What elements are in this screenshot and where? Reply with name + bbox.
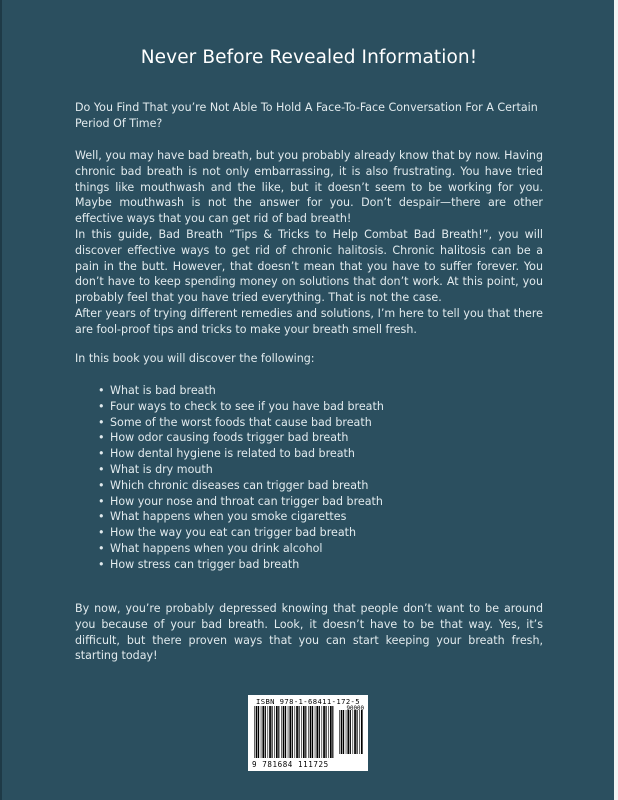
ean-number: 9 781684 111725 [252, 760, 329, 769]
list-item: • Four ways to check to see if you have bad breath [98, 399, 384, 413]
barcode-bars-icon [254, 706, 336, 758]
bullet-icon: • [98, 478, 105, 492]
intro-question: Do You Find That you’re Not Able To Hold A Face-To-Face Conversation For A Certain Period Of Time? [75, 101, 538, 130]
addon-barcode-bars-icon [339, 710, 363, 754]
price-addon-code: 90000 [346, 706, 364, 712]
discover-heading: In this book you will discover the following: [75, 352, 315, 365]
list-item: • What is bad breath [98, 384, 216, 397]
list-item: • How stress can trigger bad breath [98, 557, 300, 571]
cover-right-edge [614, 0, 618, 800]
bullet-icon: • [98, 447, 105, 461]
list-item: • Which chronic diseases can trigger bad breath [98, 478, 369, 492]
intro-paragraph: After years of trying different remedies and solutions, I’m here to tell you that there are fool-proof tips and tricks to make your breath smell fresh. [75, 306, 543, 336]
list-item: • How odor causing foods trigger bad breath [98, 431, 349, 445]
list-item: • What is dry mouth [98, 462, 213, 476]
bullet-icon: • [98, 494, 105, 508]
isbn-number: ISBN 978-1-68411-172-5 [256, 697, 360, 706]
bullet-icon: • [98, 431, 105, 445]
bullet-icon: • [98, 557, 105, 571]
bullet-icon: • [98, 384, 105, 397]
bullet-icon: • [98, 415, 105, 429]
bullet-icon: • [98, 462, 105, 476]
intro-paragraph: In this guide, Bad Breath “Tips & Tricks to Help Combat Bad Breath!”, you will discover effective ways to get rid of chronic halitosis. Chronic halitosis can be a pain in the butt. However, that doesn’t mean that you have to suffer forever. You don’t have to keep spending money on solutions that don’t work. At this point, you probably feel that you have tried everything. That is not the case. [75, 227, 543, 305]
list-item: • What happens when you drink alcohol [98, 541, 323, 555]
isbn-barcode [248, 695, 368, 771]
bullet-icon: • [98, 510, 105, 524]
bullet-icon: • [98, 526, 105, 540]
cover-headline: Never Before Revealed Information! [140, 47, 478, 68]
list-item: • How dental hygiene is related to bad breath [98, 447, 355, 461]
list-item: • Some of the worst foods that cause bad breath [98, 415, 372, 429]
intro-body [75, 148, 543, 338]
topics-list [75, 383, 543, 573]
list-item: • What happens when you smoke cigarettes [98, 510, 347, 524]
bullet-icon: • [98, 399, 105, 413]
closing-paragraph: By now, you’re probably depressed knowing that people don’t want to be around you because of your bad breath. Look, it doesn’t have to be that way. Yes, it’s difficult, but there proven ways that you can start keeping your breath fresh, starting today! [75, 602, 543, 663]
intro-paragraph: Well, you may have bad breath, but you probably already know that by now. Having chronic bad breath is not only embarrassing, it is also frustrating. You have tried things like mouthwash and the like, but it doesn’t seem to be working for you. Maybe mouthwash is not the answer for you. Don’t despair—there are other effective ways that you can get rid of bad breath! [75, 149, 543, 226]
list-item: • How the way you eat can trigger bad breath [98, 526, 357, 540]
cover-left-edge [0, 0, 2, 800]
list-item: • How your nose and throat can trigger bad breath [98, 494, 383, 508]
bullet-icon: • [98, 541, 105, 555]
